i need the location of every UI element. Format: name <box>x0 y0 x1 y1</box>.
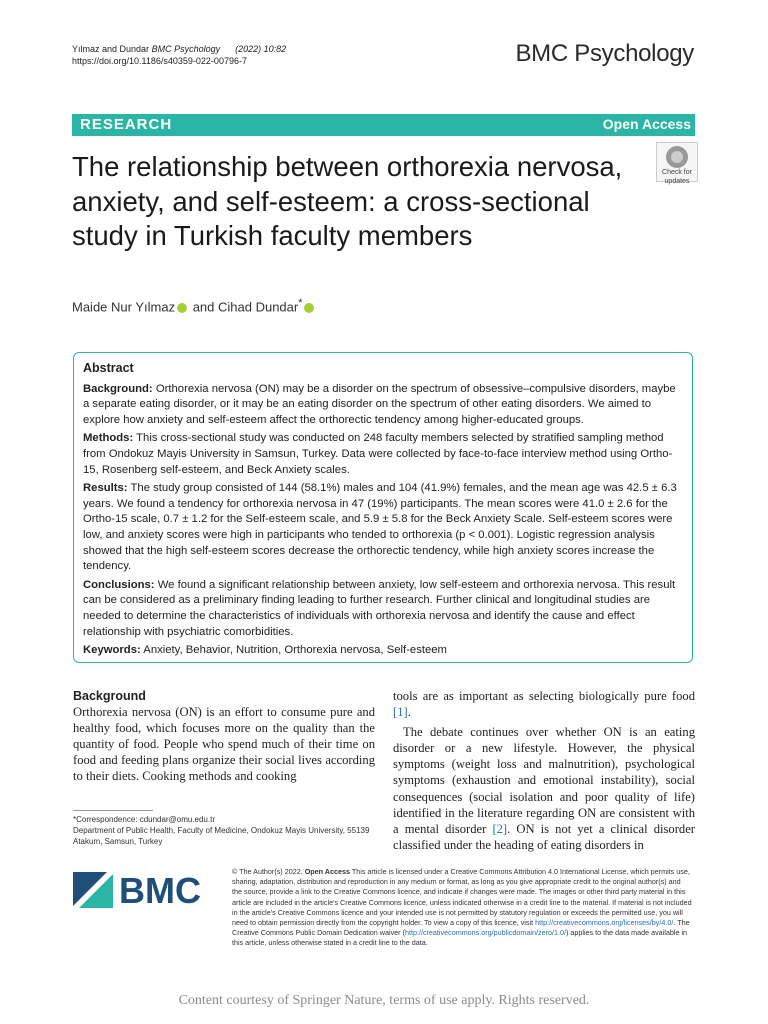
abstract-results: Results: The study group consisted of 144 (58.1%) males and 104 (41.9%) females, and the mean age was 42.5 ± 6.3 years. We found a tendency for orthorexia nervosa in 47 (19%) participants. The mean scores were 41.0 ± 2.6 for the Ortho-15 scale, 0.7 ± 1.2 for the Self-esteem scale, and 5.9 ± 5.8 for the Beck Anxiety Scale. Self-esteem scores were low, and anxiety scores were high in participants who tended to orthorexia (p < 0.001). Logistic regression analysis showed that the high self-esteem scores decrease the orthorectic tendency, while high anxiety scores increase the tendency. <box>83 482 677 573</box>
abstract-keywords: Keywords: Anxiety, Behavior, Nutrition, Orthorexia nervosa, Self-esteem <box>83 644 447 657</box>
abstract-conclusions: Conclusions: We found a significant relationship between anxiety, low self-esteem and orthorexia nervosa. This result can be considered as a preliminary finding leading to further research. Further clinical and longitudinal studies are needed to determine the characteristics of individuals with orthorexia nervosa and identify the cause and effect relationship with psychiatric comorbidities. <box>83 578 676 638</box>
open-access-label: Open Access <box>602 116 691 132</box>
abstract-heading: Abstract <box>83 361 134 375</box>
journal-name: BMC Psychology <box>515 40 694 67</box>
check-for-updates-badge[interactable]: Check for updates <box>656 142 698 182</box>
orcid-icon[interactable] <box>304 303 314 313</box>
author-1[interactable]: Maide Nur Yılmaz <box>72 299 176 315</box>
orcid-icon[interactable] <box>177 303 187 313</box>
cc-zero-link[interactable]: http://creativecommons.org/publicdomain/zero/1.0/ <box>404 928 566 938</box>
body-paragraph: Orthorexia nervosa (ON) is an effort to consume pure and healthy food, which focuses more on the quality than the quantity of food. People who spend much of their time on food and feeding plans organize their social lives according to their diets. Cooking methods and cooking <box>73 705 375 784</box>
article-title: The relationship between orthorexia nervosa, anxiety, and self-esteem: a cross-sectional study in Turkish faculty members <box>72 151 623 251</box>
body-column-1 <box>73 688 375 784</box>
courtesy-watermark: Content courtesy of Springer Nature, terms of use apply. Rights reserved. <box>178 993 590 1008</box>
body-column-2 <box>393 688 695 853</box>
body-paragraph: The debate continues over whether ON is an eating disorder or a new lifestyle. However, the physical symptoms (weight loss and malnutrition), psychological symptoms (exhaustion and emotional instability), social consequences (social isolation and poor quality of life) identified in the literature regarding ON are consistent with a mental disorder [2]. ON is not yet a clinical disorder classified under the heading of eating disorders in <box>393 725 695 852</box>
reference-link[interactable]: [1] <box>393 705 408 720</box>
author-list: Maide Nur Yılmaz and Cihad Dundar* <box>72 297 316 314</box>
abstract-background: Background: Orthorexia nervosa (ON) may be a disorder on the spectrum of obsessive–compulsive disorders, maybe a separate eating disorder, or it may be an eating disorder on the spectrum of other eating disorders. We aimed to explore how anxiety and self-esteem affect the orthorectic tendency among higher-educated groups. <box>83 382 676 426</box>
research-label: RESEARCH <box>80 116 173 133</box>
license-text: © The Author(s) 2022. Open Access This article is licensed under a Creative Commons Attribution 4.0 International License, which permits use, sharing, adaptation, distribution and reproduction in any medium or format, as long as you give appropriate credit to the original author(s) and the source, provide a link to the Creative Commons licence, and indicate if changes were made. The images or other third party material in this article are included in the article's Creative Commons licence, unless indicated otherwise in a credit line to the material. If material is not included in the article's Creative Commons licence and your intended use is not permitted by statutory regulation or exceeds the permitted use, you will need to obtain permission directly from the copyright holder. To view a copy of this licence, visit http://creativecommons.org/licenses/by/4.0/. The Creative Commons Public Domain Dedication waiver (http://creativecommons.org/publicdomain/zero/1.0/) applies to the data made available in this article, unless otherwise stated in a credit line to the data. <box>232 867 692 948</box>
section-heading-background: Background <box>73 689 146 703</box>
body-paragraph: tools are as important as selecting biologically pure food [1]. <box>393 689 695 720</box>
svg-text:BMC: BMC <box>119 870 201 910</box>
update-icon <box>666 146 688 168</box>
cc-by-link[interactable]: http://creativecommons.org/licenses/by/4.0/ <box>535 918 674 928</box>
citation-header: Yılmaz and Dundar BMC Psychology (2022) 10:82 https://doi.org/10.1186/s40359-022-00796-7 <box>72 44 287 66</box>
article-type-banner <box>72 114 695 136</box>
abstract-methods: Methods: This cross-sectional study was conducted on 248 faculty members selected by stratified sampling method from Ondokuz Mayis University in Samsun, Turkey. Data were collected by face-to-face interview method using Ortho-15, Rosenberg self-esteem, and Beck Anxiety scales. <box>83 432 673 476</box>
abstract-box <box>73 352 693 663</box>
bmc-logo <box>73 870 213 910</box>
footnote-divider <box>73 810 153 811</box>
correspondence-footnote: *Correspondence: cdundar@omu.edu.tr Department of Public Health, Faculty of Medicine, Ondokuz Mayis University, 55139 Atakum, Samsun, Turkey <box>73 815 370 846</box>
author-2[interactable]: and Cihad Dundar <box>192 299 299 315</box>
reference-link[interactable]: [2] <box>492 821 508 836</box>
doi-link[interactable]: https://doi.org/10.1186/s40359-022-00796-7 <box>72 56 247 66</box>
